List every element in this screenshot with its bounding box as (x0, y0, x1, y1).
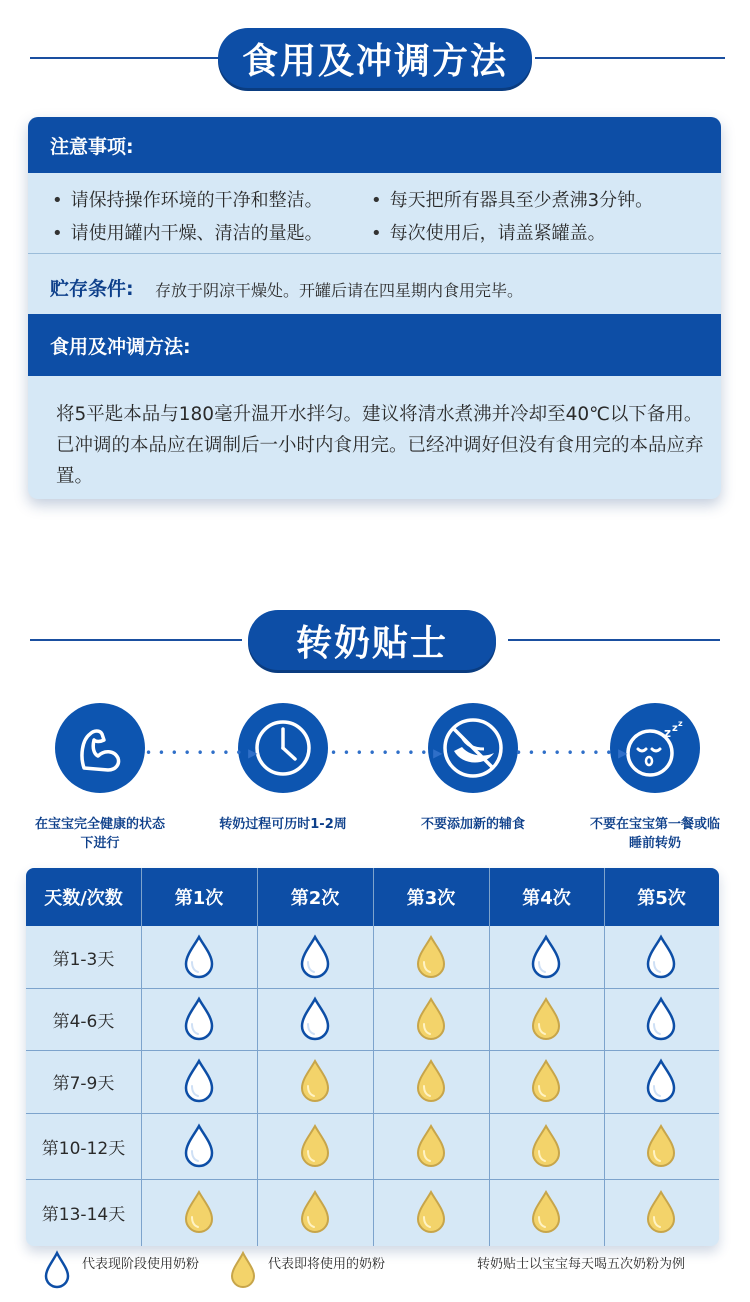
legend-current: 代表现阶段使用奶粉 (82, 1257, 200, 1272)
table-header-cell: 第1次 (174, 888, 224, 909)
white-drop-icon (298, 996, 332, 1042)
step-not-before-sleep (590, 703, 720, 853)
table-header-cell: 第2次 (290, 888, 340, 909)
white-drop-icon (644, 996, 678, 1042)
step-label: 在宝宝完全健康的状态下进行 (35, 817, 166, 851)
white-drop-icon (298, 934, 332, 980)
step-no-new-food (408, 703, 538, 834)
step-connector: • • • • • • • • ▶ (145, 746, 259, 760)
svg-text:z: z (678, 719, 683, 728)
header-line-right (508, 639, 720, 641)
yellow-drop-icon (414, 996, 448, 1042)
step-duration (218, 703, 348, 834)
grid-line (489, 868, 490, 1246)
section-header-usage (0, 28, 750, 88)
yellow-drop-icon (298, 1189, 332, 1235)
yellow-drop-icon (182, 1189, 216, 1235)
method-title: 食用及冲调方法: (28, 314, 721, 376)
header-line-left (30, 639, 242, 641)
yellow-drop-icon (414, 934, 448, 980)
white-drop-icon (529, 934, 563, 980)
yellow-drop-icon (529, 1123, 563, 1169)
yellow-drop-icon (298, 1123, 332, 1169)
yellow-drop-icon (644, 1123, 678, 1169)
step-label: 转奶过程可历时1-2周 (219, 817, 347, 832)
yellow-drop-icon (414, 1058, 448, 1104)
yellow-drop-icon (298, 1058, 332, 1104)
grid-line (373, 868, 374, 1246)
instruction-card (28, 117, 721, 499)
section-title-tips: 转奶贴士 (248, 610, 496, 670)
legend-new: 代表即将使用的奶粉 (268, 1257, 386, 1272)
notice-title: 注意事项: (28, 117, 721, 173)
yellow-drop-icon (228, 1250, 258, 1290)
step-connector: • • • • • • • • ▶ (330, 746, 444, 760)
legend-note: 转奶贴士以宝宝每天喝五次奶粉为例 (477, 1257, 686, 1272)
storage-text: 存放于阴凉干燥处。开罐后请在四星期内食用完毕。 (155, 281, 524, 300)
table-header-cell: 天数/次数 (44, 888, 123, 909)
white-drop-icon (182, 1123, 216, 1169)
grid-line (141, 868, 142, 1246)
method-text: 将5平匙本品与180毫升温开水拌匀。建议将清水煮沸并冷却至40℃以下备用。已冲调的本品应在调制后一小时内食用完。已经冲调好但没有食用完的本品应弃置。 (56, 404, 704, 487)
svg-text:z: z (672, 723, 678, 734)
notice-item: • 每天把所有器具至少煮沸3分钟。 (371, 186, 653, 212)
card-divider (28, 253, 721, 254)
yellow-drop-icon (644, 1189, 678, 1235)
table-header-cell: 第3次 (406, 888, 456, 909)
white-drop-icon (182, 934, 216, 980)
notice-item: • 请保持操作环境的干净和整洁。 (52, 186, 323, 212)
white-drop-icon (42, 1250, 72, 1290)
header-line-right (535, 57, 725, 59)
white-drop-icon (182, 996, 216, 1042)
white-drop-icon (644, 934, 678, 980)
table-header-cell: 第4次 (522, 888, 571, 909)
row-label: 第7-9天 (52, 1074, 115, 1094)
step-label: 不要添加新的辅食 (420, 817, 525, 832)
table-header-cell: 第5次 (637, 888, 686, 909)
step-healthy (35, 703, 165, 853)
row-label: 第1-3天 (52, 949, 115, 970)
step-connector: • • • • • • • • ▶ (515, 746, 629, 760)
section-title-usage: 食用及冲调方法 (218, 28, 532, 88)
yellow-drop-icon (529, 1189, 563, 1235)
row-label: 第13-14天 (41, 1205, 126, 1225)
svg-text:z: z (664, 726, 671, 740)
row-label: 第10-12天 (41, 1138, 126, 1159)
section-header-tips (0, 610, 750, 670)
white-drop-icon (644, 1058, 678, 1104)
yellow-drop-icon (529, 996, 563, 1042)
yellow-drop-icon (529, 1058, 563, 1104)
storage-label: 贮存条件: (50, 278, 134, 300)
grid-line (604, 868, 605, 1246)
white-drop-icon (182, 1058, 216, 1104)
muscle-arm-icon (55, 703, 145, 793)
grid-line (257, 868, 258, 1246)
yellow-drop-icon (414, 1123, 448, 1169)
transition-table (26, 868, 719, 1246)
notice-item: • 请使用罐内干燥、清洁的量匙。 (52, 219, 323, 245)
row-label: 第4-6天 (52, 1011, 115, 1032)
notice-item: • 每次使用后，请盖紧罐盖。 (371, 219, 606, 245)
header-line-left (30, 57, 220, 59)
yellow-drop-icon (414, 1189, 448, 1235)
step-label: 不要在宝宝第一餐或临睡前转奶 (590, 817, 721, 851)
